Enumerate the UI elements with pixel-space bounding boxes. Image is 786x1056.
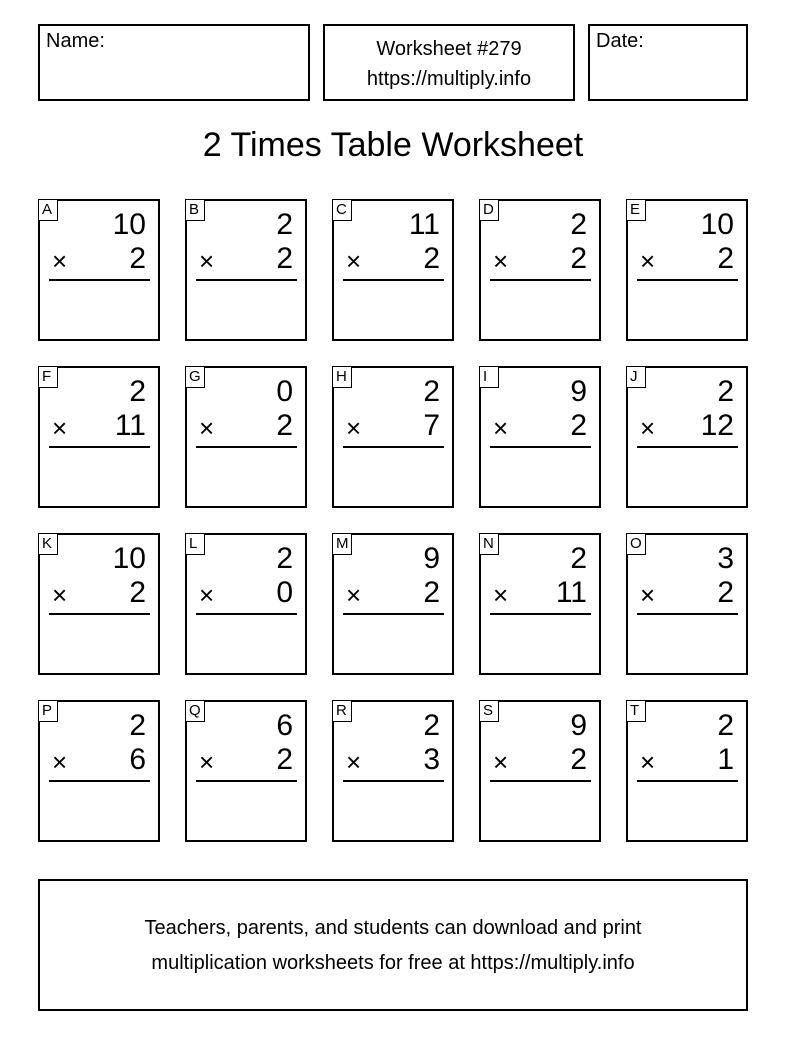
problem-letter: M bbox=[332, 533, 352, 555]
times-sign: × bbox=[346, 246, 362, 276]
problem-card[interactable] bbox=[332, 700, 454, 842]
answer-line bbox=[490, 780, 591, 782]
problem-letter: D bbox=[479, 199, 499, 221]
problem-card[interactable] bbox=[626, 700, 748, 842]
problem-card[interactable] bbox=[332, 366, 454, 508]
multiplier: 7 bbox=[423, 409, 440, 442]
multiplier: 2 bbox=[717, 576, 734, 609]
answer-line bbox=[49, 446, 150, 448]
times-sign: × bbox=[640, 580, 656, 610]
multiplicand: 2 bbox=[276, 208, 293, 241]
multiplicand: 10 bbox=[112, 542, 146, 575]
problem-letter: O bbox=[626, 533, 646, 555]
page-title: 2 Times Table Worksheet bbox=[202, 126, 584, 164]
problem-card[interactable] bbox=[332, 533, 454, 675]
problem-letter: A bbox=[38, 199, 58, 221]
multiplicand: 2 bbox=[570, 542, 587, 575]
times-sign: × bbox=[640, 747, 656, 777]
problem-card[interactable] bbox=[38, 533, 160, 675]
answer-line bbox=[196, 613, 297, 615]
multiplicand: 3 bbox=[717, 542, 734, 575]
times-sign: × bbox=[52, 747, 68, 777]
multiplicand: 6 bbox=[276, 709, 293, 742]
multiplicand: 11 bbox=[408, 208, 440, 241]
problem-card[interactable] bbox=[185, 199, 307, 341]
multiplicand: 2 bbox=[423, 375, 440, 408]
multiplier: 2 bbox=[129, 242, 146, 275]
answer-line bbox=[637, 446, 738, 448]
times-sign: × bbox=[346, 747, 362, 777]
times-sign: × bbox=[199, 413, 215, 443]
date-field[interactable] bbox=[588, 24, 748, 101]
multiplier: 2 bbox=[276, 743, 293, 776]
name-field[interactable] bbox=[38, 24, 310, 101]
problem-letter: J bbox=[626, 366, 646, 388]
multiplicand: 9 bbox=[423, 542, 440, 575]
answer-line bbox=[49, 279, 150, 281]
times-sign: × bbox=[640, 413, 656, 443]
problem-letter: I bbox=[479, 366, 499, 388]
answer-line bbox=[490, 279, 591, 281]
multiplicand: 2 bbox=[570, 208, 587, 241]
footer-line-1: Teachers, parents, and students can download and print bbox=[144, 917, 642, 939]
problem-card[interactable] bbox=[185, 366, 307, 508]
answer-line bbox=[637, 613, 738, 615]
multiplier: 3 bbox=[423, 743, 440, 776]
problem-letter: F bbox=[38, 366, 58, 388]
problem-letter: T bbox=[626, 700, 646, 722]
answer-line bbox=[637, 780, 738, 782]
answer-line bbox=[196, 780, 297, 782]
multiplier: 2 bbox=[276, 409, 293, 442]
name-label: Name: bbox=[46, 30, 105, 52]
times-sign: × bbox=[199, 246, 215, 276]
multiplier: 1 bbox=[717, 743, 734, 776]
multiplier: 2 bbox=[570, 242, 587, 275]
times-sign: × bbox=[493, 580, 509, 610]
problem-card[interactable] bbox=[185, 700, 307, 842]
times-sign: × bbox=[346, 413, 362, 443]
problem-card[interactable] bbox=[38, 199, 160, 341]
problem-letter: N bbox=[479, 533, 499, 555]
problem-card[interactable] bbox=[479, 366, 601, 508]
answer-line bbox=[49, 780, 150, 782]
footer-line-2: multiplication worksheets for free at https://multiply.info bbox=[151, 952, 635, 974]
answer-line bbox=[343, 279, 444, 281]
multiplier: 2 bbox=[570, 743, 587, 776]
worksheet-info-box bbox=[323, 24, 575, 101]
answer-line bbox=[490, 446, 591, 448]
problem-card[interactable] bbox=[479, 533, 601, 675]
multiplier: 2 bbox=[423, 576, 440, 609]
multiplicand: 2 bbox=[717, 709, 734, 742]
problem-letter: R bbox=[332, 700, 352, 722]
problem-card[interactable] bbox=[38, 366, 160, 508]
times-sign: × bbox=[52, 413, 68, 443]
problem-grid bbox=[38, 199, 748, 842]
times-sign: × bbox=[52, 246, 68, 276]
times-sign: × bbox=[493, 747, 509, 777]
problem-card[interactable] bbox=[479, 199, 601, 341]
multiplier: 0 bbox=[276, 576, 293, 609]
footer-box bbox=[38, 879, 748, 1011]
multiplier: 2 bbox=[717, 242, 734, 275]
multiplicand: 0 bbox=[276, 375, 293, 408]
multiplier: 11 bbox=[555, 576, 587, 609]
answer-line bbox=[343, 780, 444, 782]
answer-line bbox=[196, 279, 297, 281]
multiplier: 2 bbox=[570, 409, 587, 442]
problem-letter: S bbox=[479, 700, 499, 722]
times-sign: × bbox=[493, 413, 509, 443]
multiplier: 2 bbox=[423, 242, 440, 275]
answer-line bbox=[343, 613, 444, 615]
problem-card[interactable] bbox=[626, 199, 748, 341]
multiplier: 6 bbox=[129, 743, 146, 776]
problem-letter: B bbox=[185, 199, 205, 221]
multiplier: 11 bbox=[114, 409, 146, 442]
multiplier: 2 bbox=[276, 242, 293, 275]
multiplicand: 2 bbox=[276, 542, 293, 575]
problem-card[interactable] bbox=[185, 533, 307, 675]
multiplicand: 9 bbox=[570, 709, 587, 742]
times-sign: × bbox=[199, 580, 215, 610]
problem-letter: G bbox=[185, 366, 205, 388]
times-sign: × bbox=[52, 580, 68, 610]
worksheet-number: Worksheet #279 bbox=[376, 38, 522, 60]
answer-line bbox=[637, 279, 738, 281]
problem-card[interactable] bbox=[38, 700, 160, 842]
problem-letter: H bbox=[332, 366, 352, 388]
times-sign: × bbox=[346, 580, 362, 610]
answer-line bbox=[343, 446, 444, 448]
multiplicand: 2 bbox=[129, 709, 146, 742]
problem-letter: L bbox=[185, 533, 205, 555]
problem-letter: E bbox=[626, 199, 646, 221]
problem-card[interactable] bbox=[626, 533, 748, 675]
multiplicand: 2 bbox=[423, 709, 440, 742]
multiplicand: 2 bbox=[129, 375, 146, 408]
multiplicand: 2 bbox=[717, 375, 734, 408]
times-sign: × bbox=[199, 747, 215, 777]
problem-letter: C bbox=[332, 199, 352, 221]
multiplicand: 10 bbox=[700, 208, 734, 241]
problem-card[interactable] bbox=[626, 366, 748, 508]
answer-line bbox=[490, 613, 591, 615]
worksheet-url: https://multiply.info bbox=[366, 68, 532, 90]
multiplicand: 9 bbox=[570, 375, 587, 408]
problem-card[interactable] bbox=[332, 199, 454, 341]
problem-letter: K bbox=[38, 533, 58, 555]
date-label: Date: bbox=[596, 30, 644, 52]
multiplier: 2 bbox=[129, 576, 146, 609]
problem-letter: P bbox=[38, 700, 58, 722]
answer-line bbox=[196, 446, 297, 448]
answer-line bbox=[49, 613, 150, 615]
multiplier: 12 bbox=[700, 409, 734, 442]
times-sign: × bbox=[640, 246, 656, 276]
multiplicand: 10 bbox=[112, 208, 146, 241]
times-sign: × bbox=[493, 246, 509, 276]
problem-card[interactable] bbox=[479, 700, 601, 842]
problem-letter: Q bbox=[185, 700, 205, 722]
